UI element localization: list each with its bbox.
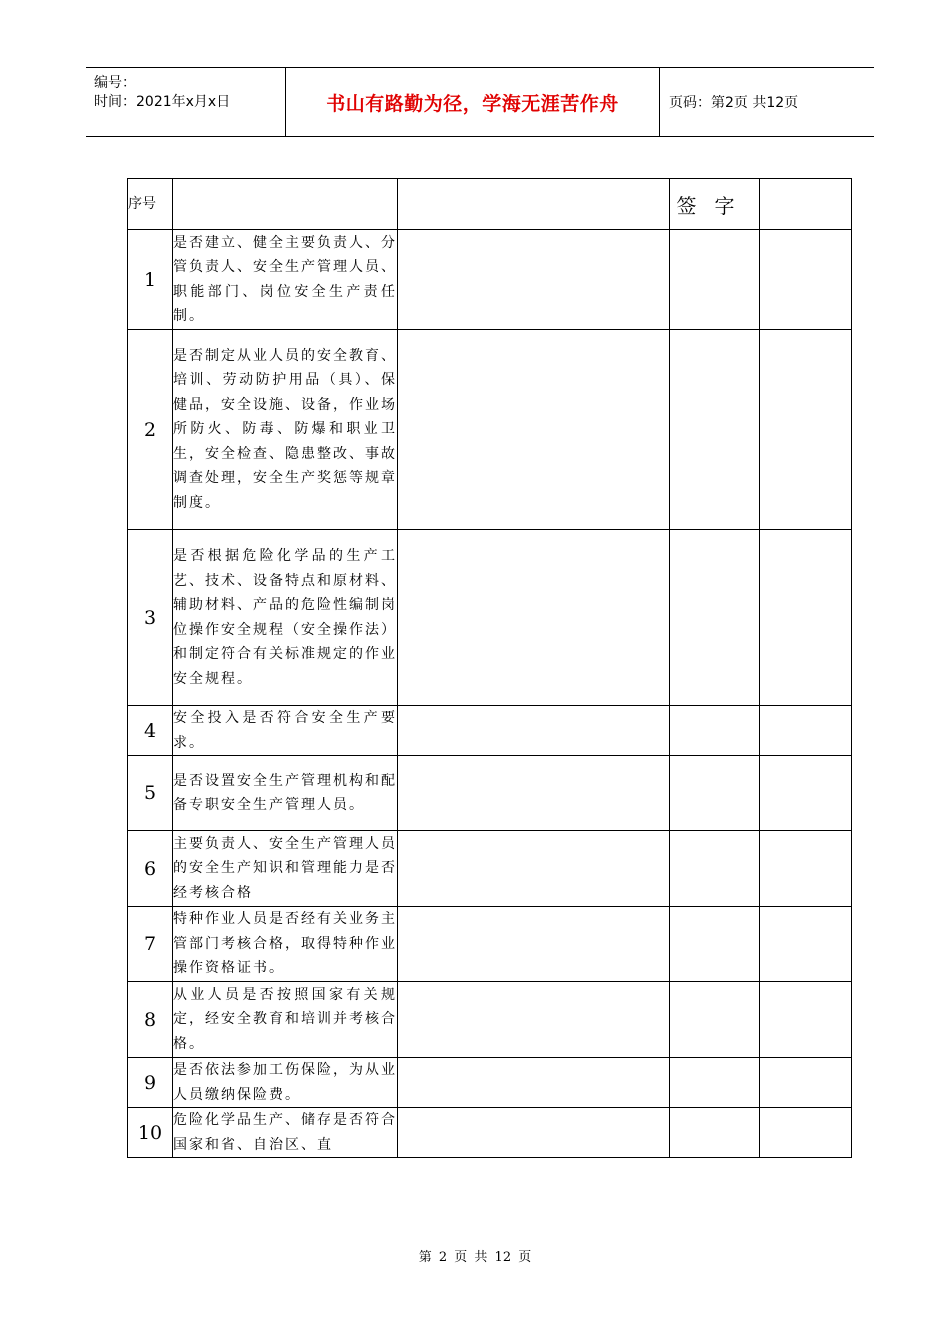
row-blank-cell [398,706,670,756]
row-signature-cell [670,756,760,831]
row-extra-cell [760,831,852,907]
header-cell-number: 序号 [128,179,173,230]
row-number: 1 [128,230,173,330]
row-number: 7 [128,907,173,982]
row-blank-cell [398,831,670,907]
row-item-text: 是否制定从业人员的安全教育、培训、劳动防护用品（具）、保健品，安全设施、设备，作业场所防火、防毒、防爆和职业卫生，安全检查、隐患整改、事故调查处理，安全生产奖惩等规章制度。 [173,330,398,530]
row-blank-cell [398,982,670,1058]
table-row [128,230,852,330]
row-item-text: 安全投入是否符合安全生产要求。 [173,706,398,756]
row-number: 9 [128,1058,173,1108]
row-number: 2 [128,330,173,530]
document-time-label: 时间：2021年x月x日 [94,94,231,110]
table-row [128,530,852,706]
row-item-text: 从业人员是否按照国家有关规定，经安全教育和培训并考核合格。 [173,982,398,1058]
row-extra-cell [760,756,852,831]
row-number: 5 [128,756,173,831]
row-signature-cell [670,330,760,530]
header-cell-blank [398,179,670,230]
table-row [128,756,852,831]
row-blank-cell [398,1108,670,1158]
table-row [128,982,852,1058]
row-number: 6 [128,831,173,907]
row-blank-cell [398,907,670,982]
inspection-table [127,178,852,1158]
row-blank-cell [398,530,670,706]
document-number-label: 编号： [94,75,136,91]
row-number: 10 [128,1108,173,1158]
table-row [128,831,852,907]
header-motto: 书山有路勤为径，学海无涯苦作舟 [326,92,619,115]
row-item-text: 是否建立、健全主要负责人、分管负责人、安全生产管理人员、职能部门、岗位安全生产责任制。 [173,230,398,330]
table-row [128,907,852,982]
row-extra-cell [760,1108,852,1158]
page-header [86,67,874,137]
table-row [128,1058,852,1108]
header-page-info-cell [667,68,872,136]
table-row [128,706,852,756]
header-motto-cell [285,68,660,136]
row-signature-cell [670,706,760,756]
row-extra-cell [760,530,852,706]
row-item-text: 是否依法参加工伤保险，为从业人员缴纳保险费。 [173,1058,398,1108]
row-extra-cell [760,330,852,530]
row-signature-cell [670,907,760,982]
row-item-text: 主要负责人、安全生产管理人员的安全生产知识和管理能力是否经考核合格 [173,831,398,907]
page-footer: 第 2 页 共 12 页 [418,1250,532,1265]
row-number: 3 [128,530,173,706]
header-cell-extra [760,179,852,230]
table-row [128,330,852,530]
row-extra-cell [760,706,852,756]
row-extra-cell [760,907,852,982]
table-header-row [128,179,852,230]
row-signature-cell [670,230,760,330]
row-signature-cell [670,1108,760,1158]
row-blank-cell [398,230,670,330]
row-number: 8 [128,982,173,1058]
row-signature-cell [670,831,760,907]
row-extra-cell [760,1058,852,1108]
row-extra-cell [760,982,852,1058]
row-item-text: 危险化学品生产、储存是否符合国家和省、自治区、直 [173,1108,398,1158]
header-cell-item [173,179,398,230]
row-signature-cell [670,1058,760,1108]
row-blank-cell [398,330,670,530]
header-meta [86,68,285,136]
row-item-text: 是否设置安全生产管理机构和配备专职安全生产管理人员。 [173,756,398,831]
row-number: 4 [128,706,173,756]
header-cell-signature: 签字 [670,179,760,230]
row-signature-cell [670,982,760,1058]
row-extra-cell [760,230,852,330]
row-item-text: 特种作业人员是否经有关业务主管部门考核合格，取得特种作业操作资格证书。 [173,907,398,982]
row-signature-cell [670,530,760,706]
row-item-text: 是否根据危险化学品的生产工艺、技术、设备特点和原材料、辅助材料、产品的危险性编制岗位操作安全规程（安全操作法）和制定符合有关标准规定的作业安全规程。 [173,530,398,706]
table-row [128,1108,852,1158]
row-blank-cell [398,1058,670,1108]
header-page-info: 页码：第2页 共12页 [669,95,799,111]
row-blank-cell [398,756,670,831]
